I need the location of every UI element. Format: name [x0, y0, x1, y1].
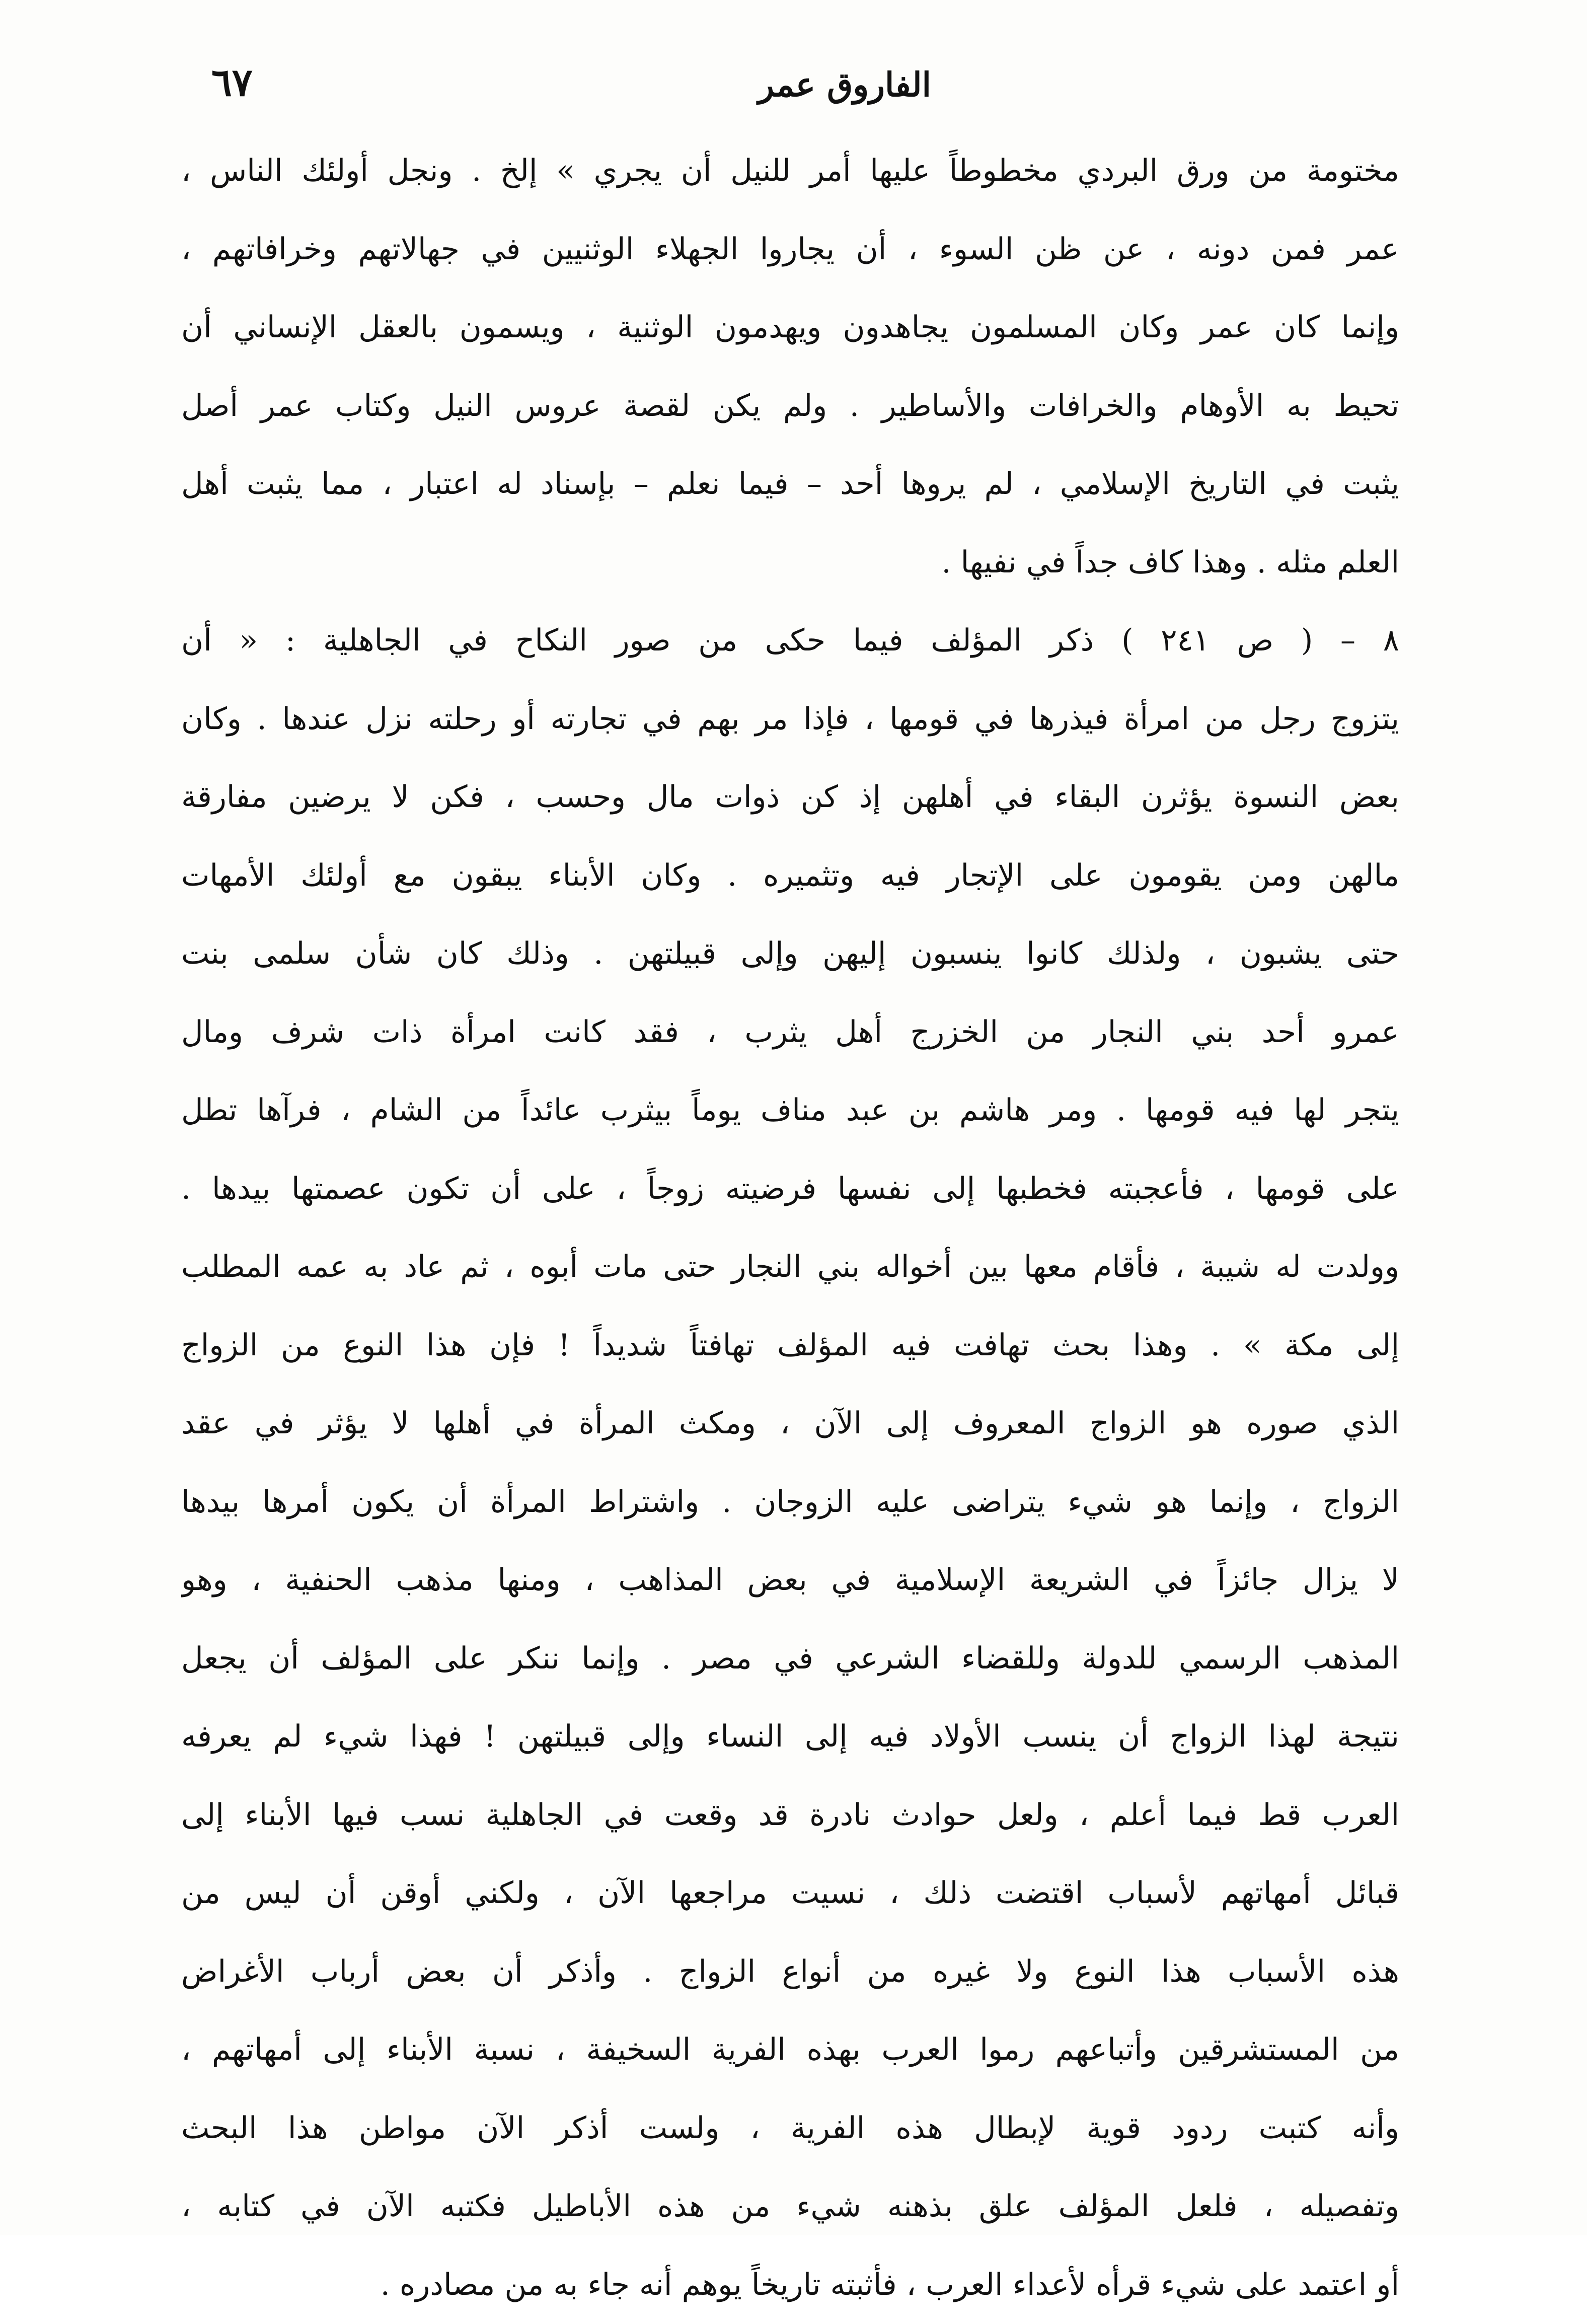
- text-line: يتزوج رجل من امرأة فيذرها في قومها ، فإذا مر بهم في تجارته أو رحلته نزل عندها . وكان: [181, 680, 1399, 759]
- text-line: هذه الأسباب هذا النوع ولا غيره من أنواع الزواج . وأذكر أن بعض أرباب الأغراض: [181, 1933, 1399, 2011]
- text-line: حتى يشبون ، ولذلك كانوا ينسبون إليهن وإلى قبيلتهن . وذلك كان شأن سلمى بنت: [181, 915, 1399, 993]
- text-line: ٨ – ( ص ٢٤١ ) ذكر المؤلف فيما حكى من صور النكاح في الجاهلية : « أن: [181, 602, 1399, 680]
- page-number: ٦٧: [211, 57, 253, 108]
- text-line: يثبت في التاريخ الإسلامي ، لم يروها أحد – فيما نعلم – بإسناد له اعتبار ، مما يثبت أهل: [181, 445, 1399, 524]
- text-line: وتفصيله ، فلعل المؤلف علق بذهنه شيء من هذه الأباطيل فكتبه الآن في كتابه ،: [181, 2167, 1399, 2246]
- text-line: وإنما كان عمر وكان المسلمون يجاهدون ويهدمون الوثنية ، ويسمون بالعقل الإنساني أن: [181, 288, 1399, 367]
- text-line: وولدت له شيبة ، فأقام معها بين أخواله بني النجار حتى مات أبوه ، ثم عاد به عمه المطلب: [181, 1228, 1399, 1306]
- text-line: على قومها ، فأعجبته فخطبها إلى نفسها فرضيته زوجاً ، على أن تكون عصمتها بيدها .: [181, 1150, 1399, 1228]
- text-line: الذي صوره هو الزواج المعروف إلى الآن ، ومكث المرأة في أهلها لا يؤثر في عقد: [181, 1385, 1399, 1463]
- text-line: مالهن ومن يقومون على الإتجار فيه وتثميره . وكان الأبناء يبقون مع أولئك الأمهات: [181, 837, 1399, 915]
- text-line: العلم مثله . وهذا كاف جداً في نفيها .: [181, 524, 1399, 602]
- text-line: لا يزال جائزاً في الشريعة الإسلامية في بعض المذاهب ، ومنها مذهب الحنفية ، وهو: [181, 1541, 1399, 1620]
- text-line: وأنه كتبت ردود قوية لإبطال هذه الفرية ، ولست أذكر الآن مواطن هذا البحث: [181, 2089, 1399, 2168]
- text-line: أو اعتمد على شيء قرأه لأعداء العرب ، فأثبته تاريخاً يوهم أنه جاء به من مصادره .: [181, 2246, 1399, 2324]
- running-title: الفاروق عمر: [758, 59, 931, 110]
- text-line: عمرو أحد بني النجار من الخزرج أهل يثرب ، فقد كانت امرأة ذات شرف ومال: [181, 993, 1399, 1072]
- text-line: الزواج ، وإنما هو شيء يتراضى عليه الزوجان . واشتراط المرأة أن يكون أمرها بيدها: [181, 1463, 1399, 1542]
- text-line: مختومة من ورق البردي مخطوطاً عليها أمر للنيل أن يجري » إلخ . ونجل أولئك الناس ،: [181, 132, 1399, 210]
- text-line: العرب قط فيما أعلم ، ولعل حوادث نادرة قد وقعت في الجاهلية نسب فيها الأبناء إلى: [181, 1776, 1399, 1855]
- page-header: [151, 59, 1440, 115]
- text-line: يتجر لها فيه قومها . ومر هاشم بن عبد مناف يوماً بيثرب عائداً من الشام ، فرآها تطل: [181, 1071, 1399, 1150]
- text-line: تحيط به الأوهام والخرافات والأساطير . ولم يكن لقصة عروس النيل وكتاب عمر أصل: [181, 367, 1399, 446]
- text-line: المذهب الرسمي للدولة وللقضاء الشرعي في مصر . وإنما ننكر على المؤلف أن يجعل: [181, 1620, 1399, 1698]
- text-line: بعض النسوة يؤثرن البقاء في أهلهن إذ كن ذوات مال وحسب ، فكن لا يرضين مفارقة: [181, 758, 1399, 837]
- text-line: عمر فمن دونه ، عن ظن السوء ، أن يجاروا الجهلاء الوثنيين في جهالاتهم وخرافاتهم ،: [181, 210, 1399, 289]
- text-line: نتيجة لهذا الزواج أن ينسب الأولاد فيه إلى النساء وإلى قبيلتهن ! فهذا شيء لم يعرفه: [181, 1698, 1399, 1776]
- text-line: من المستشرقين وأتباعهم رموا العرب بهذه الفرية السخيفة ، نسبة الأبناء إلى أمهاتهم ،: [181, 2011, 1399, 2089]
- text-line: إلى مكة » . وهذا بحث تهافت فيه المؤلف تهافتاً شديداً ! فإن هذا النوع من الزواج: [181, 1306, 1399, 1385]
- body-text: [181, 132, 1399, 2324]
- text-line: قبائل أمهاتهم لأسباب اقتضت ذلك ، نسيت مراجعها الآن ، ولكني أوقن أن ليس من: [181, 1854, 1399, 1933]
